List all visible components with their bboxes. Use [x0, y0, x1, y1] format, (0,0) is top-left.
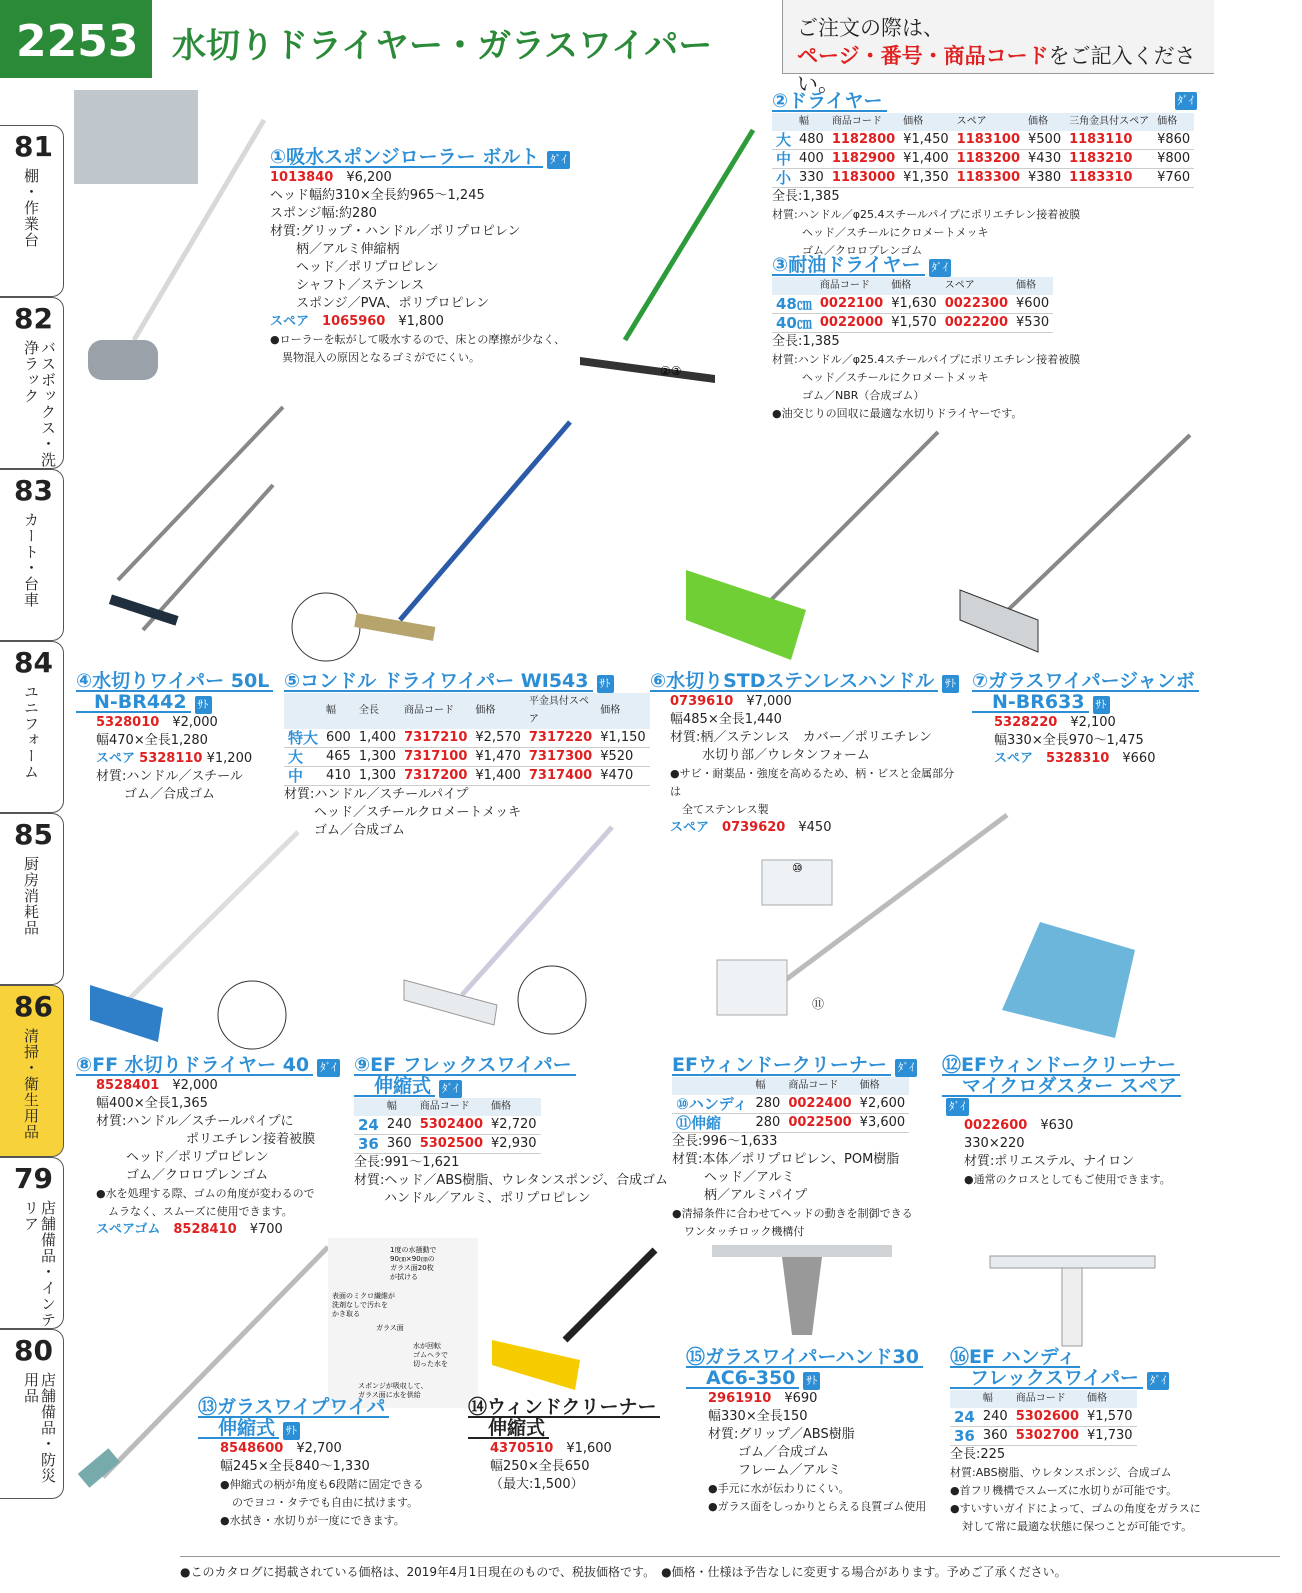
page-title: 水切りドライヤー・ガラスワイパー — [172, 26, 713, 66]
tab-80[interactable]: 80 店舗備品・防災用品 — [0, 1329, 64, 1499]
price-table-16: 幅 商品コード 価格 24 240 5302600 ¥1,570 36 360 5302700 ¥1,730 — [950, 1390, 1137, 1446]
product-9: ⑨EF フレックスワイパー 伸縮式 ﾀﾞｲ 幅 商品コード 価格 24 240 5302400 ¥2,720 36 360 5302500 ¥2,930 全長:991〜1,621 材質:ヘッド／ABS樹脂、ウレタンスポンジ、合成ゴム ハンドル／アルミ、ポリプロピレン — [354, 1054, 668, 1206]
glass-wiper-jumbo-image — [958, 430, 1198, 660]
product-6: ⑥水切りSTDステンレスハンドル ｻﾄ 0739610 ¥7,000 幅485×全長1,440 材質:柄／ステンレス カバー／ポリエチレン 水切り部／ウレタンフォーム ●サビ・耐薬品・強度を高めるため、柄・ビスと金属部分は 全てステンレス製 スペア 0739620 ¥450 — [650, 672, 960, 837]
product-15: ⑮ガラスワイパーハンド30 AC6-350 ｻﾄ 2961910 ¥690 幅330×全長150 材質:グリップ／ABS樹脂 ゴム／合成ゴム フレーム／アルミ ●手元に水が伝わりにくい。 ●ガラス面をしっかりとらえる良質ゴム使用 — [686, 1346, 927, 1513]
window-cleaner-telescopic-image — [490, 1245, 660, 1395]
product-10-11: EFウィンドークリーナー ﾀﾞｲ 幅 商品コード 価格 ⑩ハンディ 280 0022400 ¥2,600 ⑪伸縮 280 0022500 ¥3,600 全長:996〜1,633 材質:本体／ポリプロピレン、POM樹脂 ヘッド／アルミ 柄／アルミパイプ ●清掃条件に合わせてヘッドの動きを制御できる ワンタッチロック機構付 — [672, 1056, 932, 1241]
figure-label: ②③ — [660, 364, 682, 378]
price-table-3: 商品コード 価格 スペア 価格 48㎝ 0022100 ¥1,630 0022300 ¥600 40㎝ 0022000 ¥1,570 0022200 ¥530 — [772, 277, 1053, 333]
glass-wiper-hand-image — [712, 1245, 897, 1345]
page-header — [0, 0, 1302, 96]
product-13: ⑬ガラスワイプワイパ 伸縮式 ｻﾄ 8548600 ¥2,700 幅245×全長840〜1,330 ●伸縮式の柄が角度も6段階に固定できる のでヨコ・タテでも自由に拭けます。 ●水拭き・水切りが一度にできます。 — [198, 1396, 424, 1527]
svg-text:が拭ける: が拭ける — [390, 1273, 418, 1281]
microduster-cloth-image — [1000, 920, 1140, 1040]
dryer-image — [575, 125, 760, 380]
tab-83[interactable]: 83 カート・台車 — [0, 469, 64, 641]
ff-dryer-image — [88, 830, 318, 1050]
product-14: ⑭ウィンドクリーナー 伸縮式 4370510 ¥1,600 幅250×全長650 （最大:1,500） — [468, 1398, 668, 1494]
svg-text:水が回転: 水が回転 — [413, 1342, 441, 1350]
price-table-9: 幅 商品コード 価格 24 240 5302400 ¥2,720 36 360 5302500 ¥2,930 — [354, 1098, 541, 1154]
product-3: ③耐油ドライヤー ﾀﾞｲ 商品コード 価格 スペア 価格 48㎝ 0022100 ¥1,630 0022300 ¥600 40㎝ 0022000 ¥1,570 0022200 ¥530 全長:1,385 材質:ハンドル／φ25.4スチールパイプにポリエチレン接着被膜 ヘッド／スチールにクロメートメッキ ゴム／NBR（合成ゴム） ●油交じりの回収に最適な水切りドライヤーです。 — [772, 254, 1081, 420]
svg-text:ガラス面20枚: ガラス面20枚 — [390, 1264, 434, 1272]
tab-82[interactable]: 82 バスボックス・洗浄ラック — [0, 297, 64, 469]
ef-handy-wiper-image — [990, 1248, 1160, 1348]
svg-text:1度の水掻動で: 1度の水掻動で — [390, 1246, 437, 1254]
condor-wiper-image — [350, 420, 560, 650]
tab-81[interactable]: 81 棚・作業台 — [0, 125, 64, 297]
footer-note: ●このカタログに掲載されている価格は、2019年4月1日現在のもので、税抜価格です。 ●価格・仕様は予告なしに変更する場合があります。予めご了承ください。 — [180, 1556, 1280, 1580]
svg-text:切った水を: 切った水を — [413, 1360, 448, 1368]
product-8: ⑧FF 水切りドライヤー 40 ﾀﾞｲ 8528401 ¥2,000 幅400×全長1,365 材質:ハンドル／スチールパイプに ポリエチレン接着被膜 ヘッド／ポリプロピレン ゴム／クロロプレンゴム ●水を処理する際、ゴムの角度が変わるので ムラなく、スムーズに使用できます。 スペアゴム 8528410 ¥700 — [76, 1056, 346, 1239]
svg-text:スポンジが吸収して、: スポンジが吸収して、 — [358, 1382, 428, 1390]
std-stainless-wiper-image — [686, 430, 946, 670]
product-12: ⑫EFウィンドークリーナー マイクロダスター スペアﾀﾞｲ 0022600 ¥630 330×220 材質:ポリエステル、ナイロン ●通常のクロスとしてもご使用できます。 — [942, 1056, 1202, 1189]
marker-11: ⑪ — [812, 997, 825, 1011]
svg-text:ゴムヘラで: ゴムヘラで — [413, 1351, 448, 1359]
price-table-10: 幅 商品コード 価格 ⑩ハンディ 280 0022400 ¥2,600 ⑪伸縮 280 0022500 ¥3,600 — [672, 1077, 909, 1133]
tab-84[interactable]: 84 ユニフォーム — [0, 641, 64, 813]
product-7: ⑦ガラスワイパージャンボ N-BR633 ｻﾄ 5328220 ¥2,100 幅330×全長970〜1,475 スペア 5328310 ¥660 — [972, 672, 1202, 768]
product-16: ⑯EF ハンディ フレックスワイパー ﾀﾞｲ 幅 商品コード 価格 24 240 5302600 ¥1,570 36 360 5302700 ¥1,730 全長:225 材質:ABS樹脂、ウレタンスポンジ、合成ゴム ●首フリ機構でスムーズに水切りが可能です。 ●すいすいガイドによって、ゴムの角度をガラスに 対して常に最適な状態に保つことが可能です。 — [950, 1346, 1201, 1533]
window-cleaner-image — [712, 810, 1012, 1040]
tab-85[interactable]: 85 厨房消耗品 — [0, 813, 64, 985]
svg-text:90㎝×90㎝の: 90㎝×90㎝の — [390, 1255, 435, 1263]
water-wiper-image — [88, 405, 288, 665]
product-1: ①吸水スポンジローラー ボルト ﾀﾞｲ 1013840 ¥6,200 ヘッド幅約310×全長約965〜1,245 スポンジ幅:約280 材質:グリップ・ハンドル／ポリプロピレン 柄／アルミ伸縮柄 ヘッド／ポリプロピレン シャフト／ステンレス スポンジ／PVA、ポリプロピレン スペア 1065960 ¥1,800 ●ローラーを転がして吸水するので、床との摩擦が少なく、 異物混入の原因となるゴミがでにくい。 — [270, 148, 600, 367]
price-table-2: 幅 商品コード 価格 スペア 価格 三角金具付スペア 価格 大 480 1182800 ¥1,450 1183100 ¥500 1183110 ¥860 中 400 1182900 ¥1,400 1183200 ¥430 1183210 ¥800 小 330 1183000 ¥1,350 1183300 ¥380 1183310 ¥760 — [772, 113, 1194, 188]
svg-text:ガラス面: ガラス面 — [376, 1324, 404, 1332]
order-notice: ご注文の際は、 ページ・番号・商品コードをご記入ください。 — [782, 0, 1214, 74]
svg-text:ガラス面に水を供給: ガラス面に水を供給 — [358, 1391, 421, 1399]
product-4: ④水切りワイパー 50L N-BR442 ｻﾄ 5328010 ¥2,000 幅470×全長1,280 スペア 5328110 ¥1,200 材質:ハンドル／スチール ゴム／合成ゴム — [76, 672, 276, 804]
marker-10: ⑩ — [792, 861, 803, 875]
usage-diagram — [328, 1238, 478, 1408]
product-2: ②ドライヤー ﾀﾞｲ 幅 商品コード 価格 スペア 価格 三角金具付スペア 価格 大 480 1182800 ¥1,450 1183100 ¥500 1183110 ¥860 中 400 1182900 ¥1,400 1183200 ¥430 1183210 ¥800 小 330 1183000 ¥1,350 1183300 ¥380 1183310 ¥760 全長:1,385 材質:ハンドル／φ25.4スチールパイプにポリエチレン接着被膜 ヘッド／スチールにクロメートメッキ ゴム／クロロプレンゴム — [772, 92, 1197, 260]
tab-86[interactable]: 86 清掃・衛生用品 — [0, 985, 64, 1157]
page-number: 2253 — [0, 0, 152, 78]
svg-text:かき取る: かき取る — [332, 1310, 360, 1318]
price-table-5: 幅 全長 商品コード 価格 平金具付スペア 価格 特大 600 1,400 7317210 ¥2,570 7317220 ¥1,150 大 465 1,300 7317100 ¥1,470 7317300 ¥520 中 410 1,300 7317200 ¥1,400 7317400 ¥470 — [284, 693, 650, 786]
flex-wiper-image — [402, 825, 622, 1055]
product-5: ⑤コンドル ドライワイパー WI543 ｻﾄ 幅 全長 商品コード 価格 平金具付スペア 価格 特大 600 1,400 7317210 ¥2,570 7317220 ¥1,150 大 465 1,300 7317100 ¥1,470 7317300 ¥520 中 410 1,300 7317200 ¥1,400 7317400 ¥470 材質:ハンドル／スチールパイプ ヘッド／スチールクロメートメッキ ゴム／合成ゴム — [284, 672, 644, 840]
svg-text:表面のミクロ繊維が: 表面のミクロ繊維が — [332, 1292, 395, 1300]
tab-79[interactable]: 79 店舗備品・インテリア — [0, 1157, 64, 1329]
svg-text:洗剤なしで汚れを: 洗剤なしで汚れを — [332, 1301, 388, 1309]
